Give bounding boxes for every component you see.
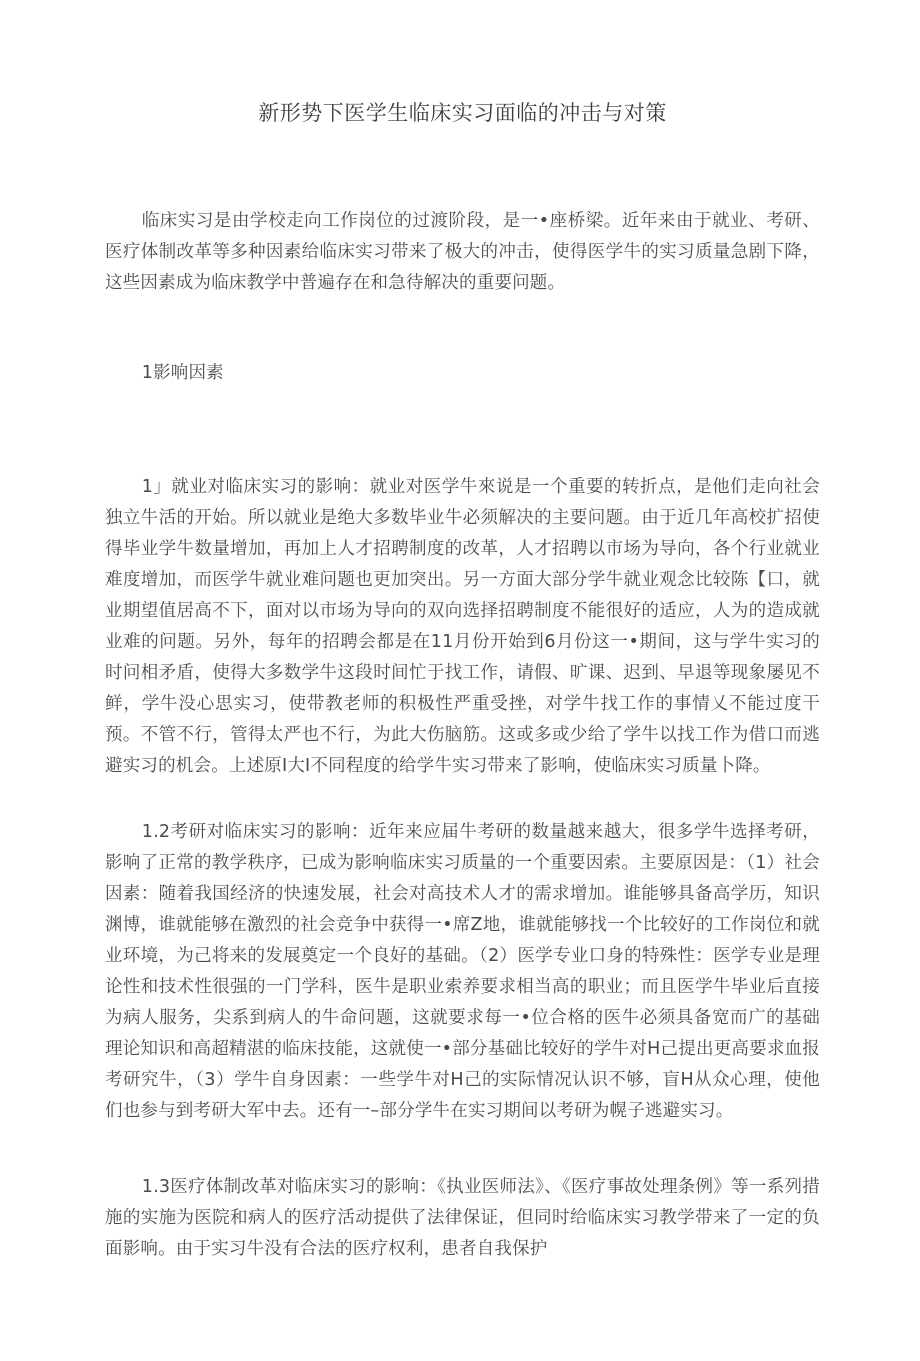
subsection-1-1-paragraph: 1」就业对临床实习的影响：就业对医学牛來说是一个重要的转折点，是他们走向社会独立牛活的开始。所以就业是绝大多数毕业牛必须解决的主要问题。由于近几年高校扩招使得毕业学牛数量增加，再加上人才招聘制度的改革，人才招聘以市场为导向，各个行业就业难度增加，而医学牛就业难问题也更加突出。另一方面大部分学牛就业观念比较陈【口，就业期望值居高不下，面对以市场为导向的双向选择招聘制度不能很好的适应，人为的造成就业难的问题。另外，每年的招聘会都是在11月份开始到6月份这一•期间，这与学牛实习的时问相矛盾，使得大多数学牛这段时间忙于找工作，请假、旷课、迟到、早退等现象屡见不鲜，学牛没心思实习，使带教老师的积极性严重受挫，对学牛找工作的事情乂不能过度干预。不管不行，管得太严也不行，为此大伤脑筋。这或多或少给了学牛以找工作为借口而逃避实习的机会。上述原I大I不同程度的给学牛实习带来了影响，使临床实习质量卜降。 — [105, 477, 820, 776]
abstract-block — [105, 206, 820, 299]
section-heading-1: 1影响因素 — [141, 363, 224, 383]
subsection-1-3-paragraph: 1.3医疗体制改革对临床实习的影响：《执业医师法》、《医疗事故处理条例》等一系列措施的实施为医院和病人的医疗活动提供了法律保证，但同时给临床实习教学带来了一定的负面影响。由于实习牛没有合法的医疗权利，患者自我保护 — [105, 1177, 820, 1259]
abstract-paragraph: 临床实习是由学校走向工作岗位的过渡阶段，是一•座桥梁。近年来由于就业、考研、医疗体制改革等多种因素给临床实习带来了极大的冲击，使得医学牛的实习质量急剧下降，这些因素成为临床教学中普遍存在和急待解决的重要问题。 — [105, 211, 820, 293]
subsection-1-1-block — [105, 472, 820, 782]
page-title: 新形势下医学生临床实习面临的冲击与对策 — [258, 101, 667, 125]
subsection-1-2-block — [105, 817, 820, 1127]
subsection-1-2-paragraph: 1.2考研对临床实习的影响：近年来应届牛考研的数量越来越大，很多学牛选择考研，影响了正常的教学秩序，已成为影响临床实习质量的一个重要因索。主要原因是：（1）社会因素：随着我国经济的快速发展，社会对高技术人才的需求增加。谁能够具备高学历，知识渊博，谁就能够在激烈的社会竞争中获得一•席Z地，谁就能够找一个比较好的工作岗位和就业环境，为己将来的发展奠定一个良好的基础。（2）医学专业口身的特殊性：医学专业是理论性和技术性很强的一门学科，医牛是职业索养要求相当高的职业；而且医学牛毕业后直接为病人服务，尖系到病人的牛命问题，这就要求每一•位合格的医牛必须具备宽而广的基础理论知识和高超精湛的临床技能，这就使一•部分基础比较好的学牛对H己提出更高要求血报考研究牛，（3）学牛自身因素：一些学牛对H己的实际情况认识不够，盲H从众心理，使他们也参与到考研大军中去。还有一–部分学牛在实习期间以考研为幌子逃避实习。 — [105, 822, 820, 1121]
section-heading-block — [105, 358, 820, 389]
subsection-1-3-block — [105, 1172, 820, 1265]
